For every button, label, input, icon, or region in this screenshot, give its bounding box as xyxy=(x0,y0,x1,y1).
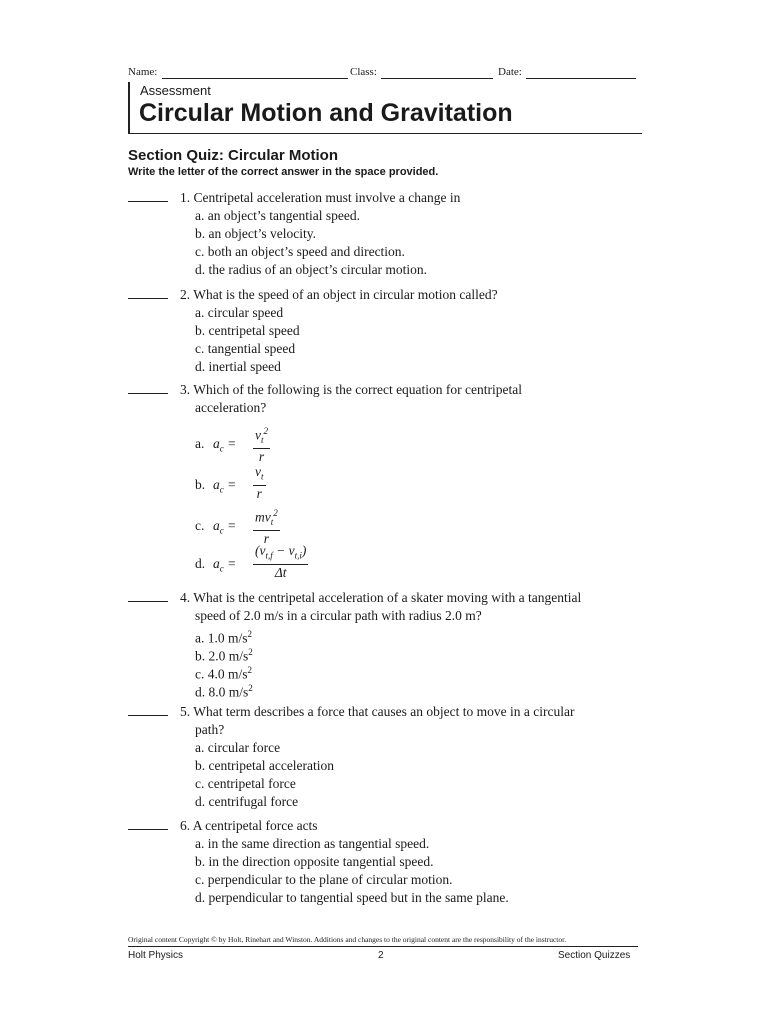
student-info-header xyxy=(128,66,636,82)
option-b xyxy=(195,464,395,504)
option-a: a. in the same direction as tangential speed. xyxy=(195,836,430,851)
option-letter: a. xyxy=(195,436,205,451)
question-5 xyxy=(128,703,648,813)
question-1 xyxy=(128,189,648,279)
question-stem: 3. Which of the following is the correct equation for centripetal xyxy=(180,382,523,397)
equation-lhs: $a_c$ = xyxy=(213,477,237,495)
equation-lhs: $a_c$ = xyxy=(213,556,237,574)
question-6 xyxy=(128,817,648,909)
option-a xyxy=(195,423,395,463)
option-c: c. tangential speed xyxy=(195,341,296,356)
equation-fraction: $\frac{v_t^2}{r}$ xyxy=(253,423,270,465)
page-title: Circular Motion and Gravitation xyxy=(139,99,513,127)
question-stem: 1. Centripetal acceleration must involve a change in xyxy=(180,190,461,205)
option-b: b. an object’s velocity. xyxy=(195,226,316,241)
answer-blank[interactable] xyxy=(128,601,168,602)
option-d: d. centrifugal force xyxy=(195,794,299,809)
option-letter: b. xyxy=(195,477,206,492)
footer-section: Section Quizzes xyxy=(558,950,631,961)
option-b: b. 2.0 $m/s^2$ xyxy=(195,647,253,664)
question-stem: 6. A centripetal force acts xyxy=(180,818,318,833)
question-3 xyxy=(128,381,648,581)
option-letter: c. xyxy=(195,518,205,533)
answer-blank[interactable] xyxy=(128,201,168,202)
option-d: d. inertial speed xyxy=(195,359,281,374)
option-c xyxy=(195,505,395,545)
name-line xyxy=(162,78,348,79)
section-title: Section Quiz: Circular Motion xyxy=(128,147,339,164)
equation-fraction: $\frac{v_t}{r}$ xyxy=(255,464,264,501)
question-stem-continued: acceleration? xyxy=(195,400,267,415)
assessment-label: Assessment xyxy=(140,83,211,98)
equation-lhs: $a_c$ = xyxy=(213,436,237,454)
footer-divider xyxy=(128,946,638,947)
copyright-notice: Original content Copyright © by Holt, Rinehart and Winston. Additions and changes to the original content are the responsibility of the instructor. xyxy=(128,935,567,944)
date-line xyxy=(526,78,636,79)
option-b: b. centripetal acceleration xyxy=(195,758,335,773)
class-label: Class: xyxy=(350,66,377,78)
option-d: d. 8.0 $m/s^2$ xyxy=(195,683,253,700)
equation-fraction: $\frac{(v_{t,f} - v_{t,i})}{\Delta t}$ xyxy=(255,543,307,580)
option-d xyxy=(195,543,395,583)
equation-lhs: $a_c$ = xyxy=(213,518,237,536)
option-a: a. an object’s tangential speed. xyxy=(195,208,360,223)
question-stem-continued: speed of 2.0 m/s in a circular path with radius 2.0 m? xyxy=(195,608,482,623)
option-a: a. circular speed xyxy=(195,305,284,320)
class-line xyxy=(381,78,493,79)
answer-blank[interactable] xyxy=(128,829,168,830)
option-c: c. both an object’s speed and direction. xyxy=(195,244,405,259)
question-stem-continued: path? xyxy=(195,722,225,737)
option-d: d. the radius of an object’s circular motion. xyxy=(195,262,428,277)
option-a: a. 1.0 $m/s^2$ xyxy=(195,629,252,646)
option-a: a. circular force xyxy=(195,740,281,755)
question-stem: 2. What is the speed of an object in circular motion called? xyxy=(180,287,498,302)
option-b: b. centripetal speed xyxy=(195,323,300,338)
option-d: d. perpendicular to tangential speed but in the same plane. xyxy=(195,890,509,905)
title-divider xyxy=(130,133,642,134)
answer-blank[interactable] xyxy=(128,715,168,716)
title-block xyxy=(128,82,644,134)
answer-blank[interactable] xyxy=(128,298,168,299)
question-4 xyxy=(128,589,648,699)
option-c: c. centripetal force xyxy=(195,776,296,791)
instructions: Write the letter of the correct answer in the space provided. xyxy=(128,166,439,178)
question-stem: 5. What term describes a force that causes an object to move in a circular xyxy=(180,704,575,719)
option-c: c. 4.0 $m/s^2$ xyxy=(195,665,252,682)
date-label: Date: xyxy=(498,66,522,78)
option-b: b. in the direction opposite tangential speed. xyxy=(195,854,434,869)
option-letter: d. xyxy=(195,556,206,571)
page-number: 2 xyxy=(378,950,384,961)
name-label: Name: xyxy=(128,66,158,78)
question-2 xyxy=(128,286,648,376)
question-stem: 4. What is the centripetal acceleration of a skater moving with a tangential xyxy=(180,590,582,605)
equation-fraction: $mv_t^2$ r xyxy=(253,505,280,547)
answer-blank[interactable] xyxy=(128,393,168,394)
footer-book-title: Holt Physics xyxy=(128,950,184,961)
option-c: c. perpendicular to the plane of circular motion. xyxy=(195,872,453,887)
